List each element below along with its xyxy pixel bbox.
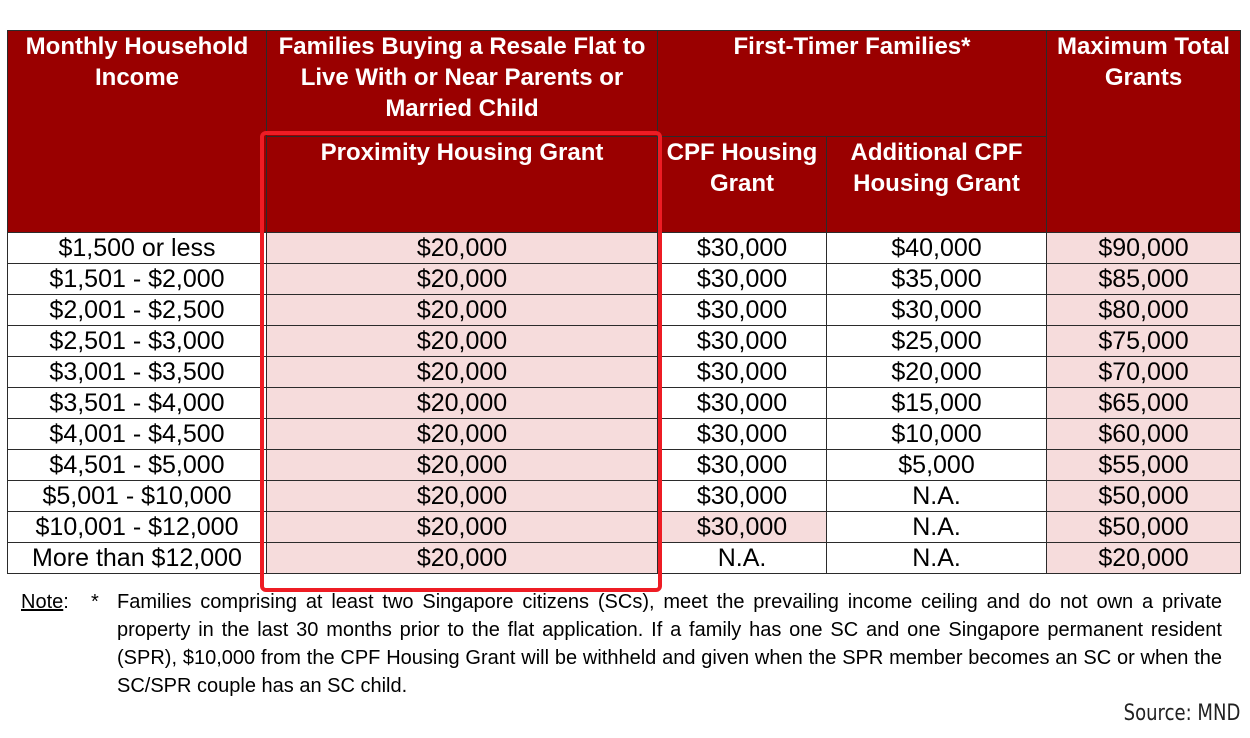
income-cell: $1,500 or less — [8, 233, 267, 264]
cpf-grant-cell: $30,000 — [658, 233, 827, 264]
additional-cpf-grant-cell: $15,000 — [827, 388, 1047, 419]
income-cell: More than $12,000 — [8, 543, 267, 574]
cpf-grant-cell: $30,000 — [658, 481, 827, 512]
header-maximum-total-grants: Maximum Total Grants — [1047, 31, 1241, 233]
income-cell: $4,501 - $5,000 — [8, 450, 267, 481]
cpf-grant-cell: $30,000 — [658, 326, 827, 357]
maximum-grant-cell: $20,000 — [1047, 543, 1241, 574]
maximum-grant-cell: $85,000 — [1047, 264, 1241, 295]
proximity-grant-cell: $20,000 — [267, 264, 658, 295]
table-row — [8, 419, 1241, 450]
cpf-grant-cell: $30,000 — [658, 419, 827, 450]
cpf-grant-cell: $30,000 — [658, 357, 827, 388]
header-cpf-housing-grant: CPF Housing Grant — [658, 137, 827, 233]
additional-cpf-grant-cell: N.A. — [827, 512, 1047, 543]
grants-table-body — [8, 233, 1241, 574]
income-cell: $2,001 - $2,500 — [8, 295, 267, 326]
proximity-grant-cell: $20,000 — [267, 419, 658, 450]
table-row — [8, 264, 1241, 295]
maximum-grant-cell: $55,000 — [1047, 450, 1241, 481]
additional-cpf-grant-cell: $25,000 — [827, 326, 1047, 357]
maximum-grant-cell: $75,000 — [1047, 326, 1241, 357]
proximity-grant-cell: $20,000 — [267, 543, 658, 574]
header-proximity-housing-grant: Proximity Housing Grant — [267, 137, 658, 233]
additional-cpf-grant-cell: $35,000 — [827, 264, 1047, 295]
proximity-grant-cell: $20,000 — [267, 295, 658, 326]
table-row — [8, 388, 1241, 419]
additional-cpf-grant-cell: $20,000 — [827, 357, 1047, 388]
cpf-grant-cell: $30,000 — [658, 450, 827, 481]
table-row — [8, 357, 1241, 388]
note-text: Families comprising at least two Singapore citizens (SCs), meet the prevailing income ceiling and do not own a private property in the last 30 months prior to the flat application. If a family has one SC and one Singapore permanent resident (SPR), $10,000 from the CPF Housing Grant will be withheld and given when the SPR member becomes an SC or when the SC/SPR couple has an SC child. — [117, 591, 1222, 697]
table-row — [8, 233, 1241, 264]
maximum-grant-cell: $60,000 — [1047, 419, 1241, 450]
additional-cpf-grant-cell: N.A. — [827, 481, 1047, 512]
cpf-grant-cell: $30,000 — [658, 264, 827, 295]
header-families-resale-flat: Families Buying a Resale Flat to Live With or Near Parents or Married Child — [267, 31, 658, 137]
proximity-grant-cell: $20,000 — [267, 481, 658, 512]
header-monthly-household-income: Monthly Household Income — [8, 31, 267, 233]
proximity-grant-cell: $20,000 — [267, 388, 658, 419]
maximum-grant-cell: $50,000 — [1047, 481, 1241, 512]
proximity-grant-cell: $20,000 — [267, 450, 658, 481]
additional-cpf-grant-cell: $5,000 — [827, 450, 1047, 481]
source-credit: Source: MND — [1123, 701, 1240, 726]
proximity-grant-cell: $20,000 — [267, 233, 658, 264]
note-label: Note: — [21, 591, 69, 613]
table-row — [8, 512, 1241, 543]
additional-cpf-grant-cell: $10,000 — [827, 419, 1047, 450]
table-row — [8, 450, 1241, 481]
table-row — [8, 326, 1241, 357]
maximum-grant-cell: $50,000 — [1047, 512, 1241, 543]
additional-cpf-grant-cell: $30,000 — [827, 295, 1047, 326]
maximum-grant-cell: $90,000 — [1047, 233, 1241, 264]
table-row — [8, 481, 1241, 512]
table-row — [8, 543, 1241, 574]
table-row — [8, 295, 1241, 326]
header-first-timer-families: First-Timer Families* — [658, 31, 1047, 137]
income-cell: $10,001 - $12,000 — [8, 512, 267, 543]
additional-cpf-grant-cell: $40,000 — [827, 233, 1047, 264]
maximum-grant-cell: $65,000 — [1047, 388, 1241, 419]
cpf-grant-cell: $30,000 — [658, 512, 827, 543]
additional-cpf-grant-cell: N.A. — [827, 543, 1047, 574]
header-additional-cpf-housing-grant: Additional CPF Housing Grant — [827, 137, 1047, 233]
maximum-grant-cell: $70,000 — [1047, 357, 1241, 388]
income-cell: $5,001 - $10,000 — [8, 481, 267, 512]
maximum-grant-cell: $80,000 — [1047, 295, 1241, 326]
income-cell: $3,501 - $4,000 — [8, 388, 267, 419]
housing-grants-table — [7, 30, 1241, 574]
note-marker: * — [91, 591, 99, 613]
proximity-grant-cell: $20,000 — [267, 512, 658, 543]
income-cell: $2,501 - $3,000 — [8, 326, 267, 357]
income-cell: $4,001 - $4,500 — [8, 419, 267, 450]
cpf-grant-cell: $30,000 — [658, 295, 827, 326]
cpf-grant-cell: N.A. — [658, 543, 827, 574]
proximity-grant-cell: $20,000 — [267, 326, 658, 357]
proximity-grant-cell: $20,000 — [267, 357, 658, 388]
cpf-grant-cell: $30,000 — [658, 388, 827, 419]
income-cell: $3,001 - $3,500 — [8, 357, 267, 388]
income-cell: $1,501 - $2,000 — [8, 264, 267, 295]
